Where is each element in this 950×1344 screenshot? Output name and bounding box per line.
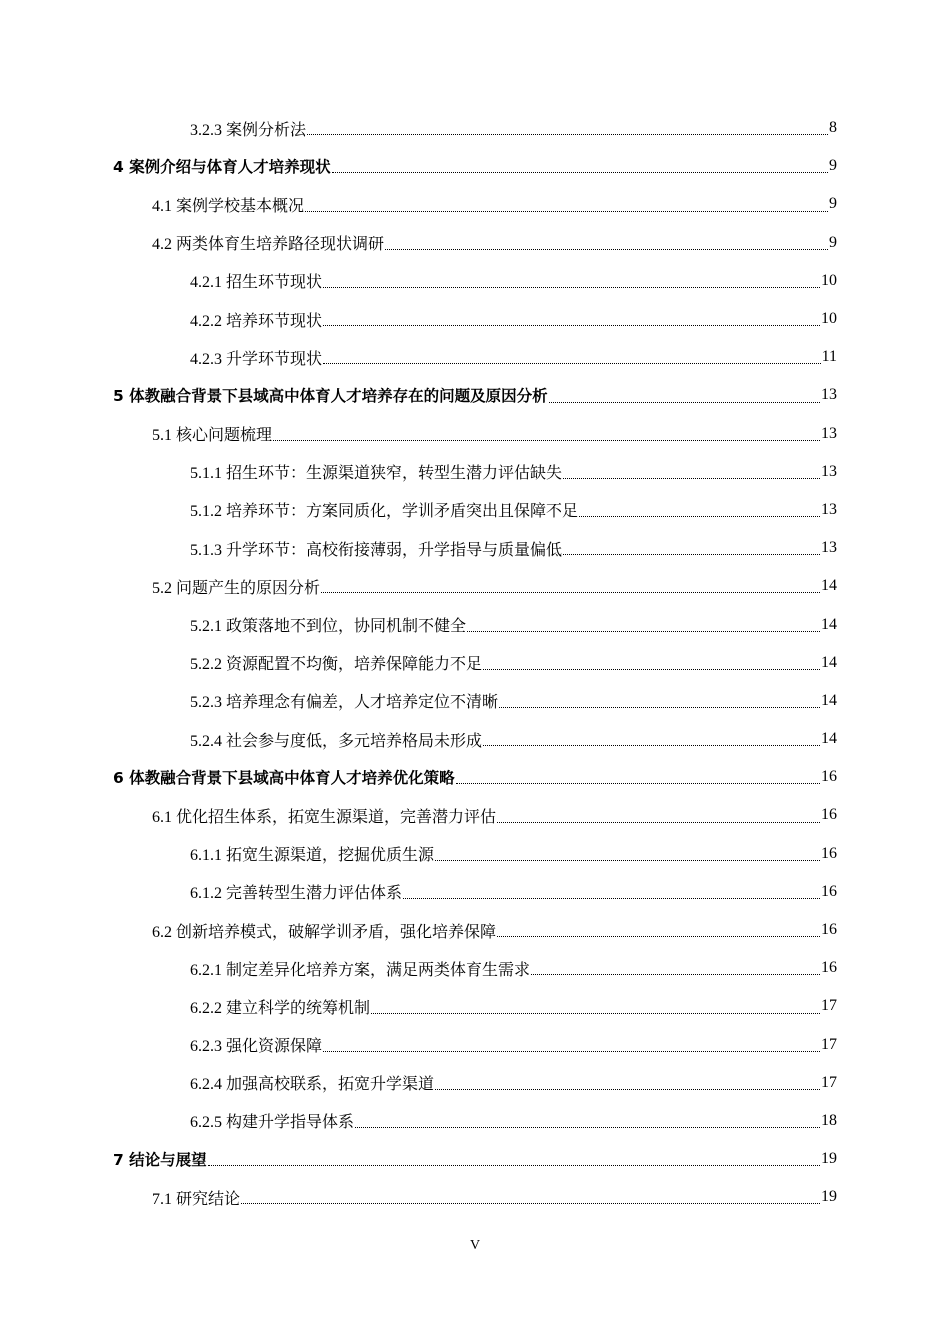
dot-leader — [332, 171, 828, 173]
dot-leader — [435, 1088, 820, 1090]
toc-entry[interactable] — [0, 376, 950, 414]
toc-entry-page: 13 — [821, 500, 837, 518]
toc-entry-page: 10 — [821, 271, 837, 289]
toc-entry-title: 5.2.1 政策落地不到位，协同机制不健全 — [190, 618, 467, 636]
table-of-contents — [0, 109, 950, 1216]
dot-leader — [499, 706, 820, 708]
toc-entry-page: 17 — [821, 1073, 837, 1091]
dot-leader — [467, 630, 820, 632]
toc-entry-page: 13 — [821, 462, 837, 480]
toc-entry-title: 5.2.4 社会参与度低，多元培养格局未形成 — [190, 732, 483, 750]
toc-entry-title: 4.2.1 招生环节现状 — [190, 274, 323, 292]
toc-entry-title: 4.2 两类体育生培养路径现状调研 — [152, 236, 385, 254]
dot-leader — [323, 286, 820, 288]
toc-entry-title: 5.1.1 招生环节：生源渠道狭窄，转型生潜力评估缺失 — [190, 465, 563, 483]
toc-entry[interactable] — [0, 796, 950, 834]
dot-leader — [403, 897, 820, 899]
toc-entry[interactable] — [0, 1140, 950, 1178]
toc-entry-page: 13 — [821, 539, 837, 557]
dot-leader — [355, 1126, 820, 1128]
dot-leader — [531, 973, 820, 975]
toc-entry-title: 5.1.3 升学环节：高校衔接薄弱，升学指导与质量偏低 — [190, 541, 563, 559]
toc-entry-title: 7 结论与展望 — [113, 1151, 207, 1170]
dot-leader — [323, 362, 821, 364]
dot-leader — [563, 477, 820, 479]
dot-leader — [435, 859, 820, 861]
toc-entry-page: 11 — [821, 348, 837, 366]
dot-leader — [385, 248, 828, 250]
page-number: V — [469, 1238, 481, 1253]
toc-entry-title: 6.2.4 加强高校联系，拓宽升学渠道 — [190, 1076, 435, 1094]
toc-entry-title: 4 案例介绍与体育人才培养现状 — [113, 158, 331, 177]
toc-entry-page: 14 — [821, 691, 837, 709]
toc-entry-page: 16 — [821, 806, 837, 824]
toc-entry-title: 6 体教融合背景下县域高中体育人才培养优化策略 — [113, 769, 455, 788]
toc-entry[interactable] — [0, 415, 950, 453]
dot-leader — [497, 935, 820, 937]
toc-entry-page: 19 — [821, 1150, 837, 1168]
toc-entry[interactable] — [0, 185, 950, 223]
toc-entry[interactable] — [0, 300, 950, 338]
toc-entry-page: 9 — [829, 195, 837, 213]
toc-entry-title: 5.2.2 资源配置不均衡，培养保障能力不足 — [190, 656, 483, 674]
dot-leader — [483, 744, 820, 746]
dot-leader — [307, 133, 828, 135]
toc-entry-page: 9 — [829, 233, 837, 251]
toc-entry-page: 14 — [821, 615, 837, 633]
toc-entry-title: 5.1.2 培养环节：方案同质化，学训矛盾突出且保障不足 — [190, 503, 579, 521]
toc-entry-title: 6.2.2 建立科学的统筹机制 — [190, 999, 371, 1017]
toc-entry-title: 6.2.1 制定差异化培养方案，满足两类体育生需求 — [190, 961, 531, 979]
toc-entry[interactable] — [0, 491, 950, 529]
toc-entry-page: 13 — [821, 424, 837, 442]
dot-leader — [371, 1012, 820, 1014]
toc-entry[interactable] — [0, 720, 950, 758]
dot-leader — [208, 1164, 820, 1166]
toc-entry-title: 5 体教融合背景下县域高中体育人才培养存在的问题及原因分析 — [113, 387, 548, 406]
toc-entry-title: 6.1 优化招生体系，拓宽生源渠道，完善潜力评估 — [152, 808, 497, 826]
dot-leader — [321, 591, 820, 593]
dot-leader — [549, 401, 820, 403]
toc-entry[interactable] — [0, 1178, 950, 1216]
toc-entry-title: 6.1.2 完善转型生潜力评估体系 — [190, 885, 403, 903]
toc-entry-title: 6.2 创新培养模式，破解学训矛盾，强化培养保障 — [152, 923, 497, 941]
toc-entry[interactable] — [0, 873, 950, 911]
toc-entry[interactable] — [0, 835, 950, 873]
toc-entry-page: 18 — [821, 1111, 837, 1129]
toc-entry[interactable] — [0, 224, 950, 262]
toc-entry-title: 6.2.3 强化资源保障 — [190, 1038, 323, 1056]
toc-entry-title: 6.1.1 拓宽生源渠道，挖掘优质生源 — [190, 847, 435, 865]
toc-entry-title: 4.2.3 升学环节现状 — [190, 350, 323, 368]
toc-entry-page: 14 — [821, 577, 837, 595]
toc-entry-page: 13 — [821, 386, 837, 404]
toc-entry[interactable] — [0, 262, 950, 300]
toc-entry-page: 14 — [821, 653, 837, 671]
toc-entry[interactable] — [0, 682, 950, 720]
toc-entry-title: 5.1 核心问题梳理 — [152, 427, 273, 445]
toc-entry[interactable] — [0, 605, 950, 643]
dot-leader — [579, 515, 820, 517]
toc-entry[interactable] — [0, 1026, 950, 1064]
toc-entry[interactable] — [0, 453, 950, 491]
toc-entry[interactable] — [0, 644, 950, 682]
toc-entry-page: 17 — [821, 997, 837, 1015]
toc-entry-title: 3.2.3 案例分析法 — [190, 121, 307, 139]
toc-entry-page: 16 — [821, 959, 837, 977]
toc-entry-page: 8 — [829, 119, 837, 137]
toc-entry[interactable] — [0, 147, 950, 185]
toc-entry[interactable] — [0, 949, 950, 987]
toc-entry[interactable] — [0, 338, 950, 376]
toc-entry-page: 19 — [821, 1188, 837, 1206]
toc-entry-page: 9 — [829, 157, 837, 175]
toc-entry-title: 5.2 问题产生的原因分析 — [152, 579, 321, 597]
toc-entry-page: 17 — [821, 1035, 837, 1053]
dot-leader — [497, 821, 820, 823]
toc-entry-page: 16 — [821, 768, 837, 786]
dot-leader — [273, 439, 820, 441]
toc-entry[interactable] — [0, 1102, 950, 1140]
toc-entry-page: 16 — [821, 882, 837, 900]
dot-leader — [241, 1202, 820, 1204]
toc-entry-title: 4.1 案例学校基本概况 — [152, 197, 305, 215]
toc-entry[interactable] — [0, 758, 950, 796]
toc-entry-page: 16 — [821, 921, 837, 939]
toc-entry[interactable] — [0, 1064, 950, 1102]
toc-entry[interactable] — [0, 109, 950, 147]
toc-entry[interactable] — [0, 987, 950, 1025]
dot-leader — [563, 553, 820, 555]
toc-entry-title: 5.2.3 培养理念有偏差，人才培养定位不清晰 — [190, 694, 499, 712]
toc-entry-page: 16 — [821, 844, 837, 862]
dot-leader — [456, 782, 820, 784]
toc-entry-page: 14 — [821, 730, 837, 748]
dot-leader — [323, 1050, 820, 1052]
toc-entry[interactable] — [0, 911, 950, 949]
toc-entry-title: 6.2.5 构建升学指导体系 — [190, 1114, 355, 1132]
toc-entry[interactable] — [0, 567, 950, 605]
toc-entry-title: 7.1 研究结论 — [152, 1190, 241, 1208]
toc-entry-page: 10 — [821, 310, 837, 328]
toc-entry[interactable] — [0, 529, 950, 567]
toc-entry-title: 4.2.2 培养环节现状 — [190, 312, 323, 330]
dot-leader — [323, 324, 820, 326]
dot-leader — [305, 210, 828, 212]
dot-leader — [483, 668, 820, 670]
